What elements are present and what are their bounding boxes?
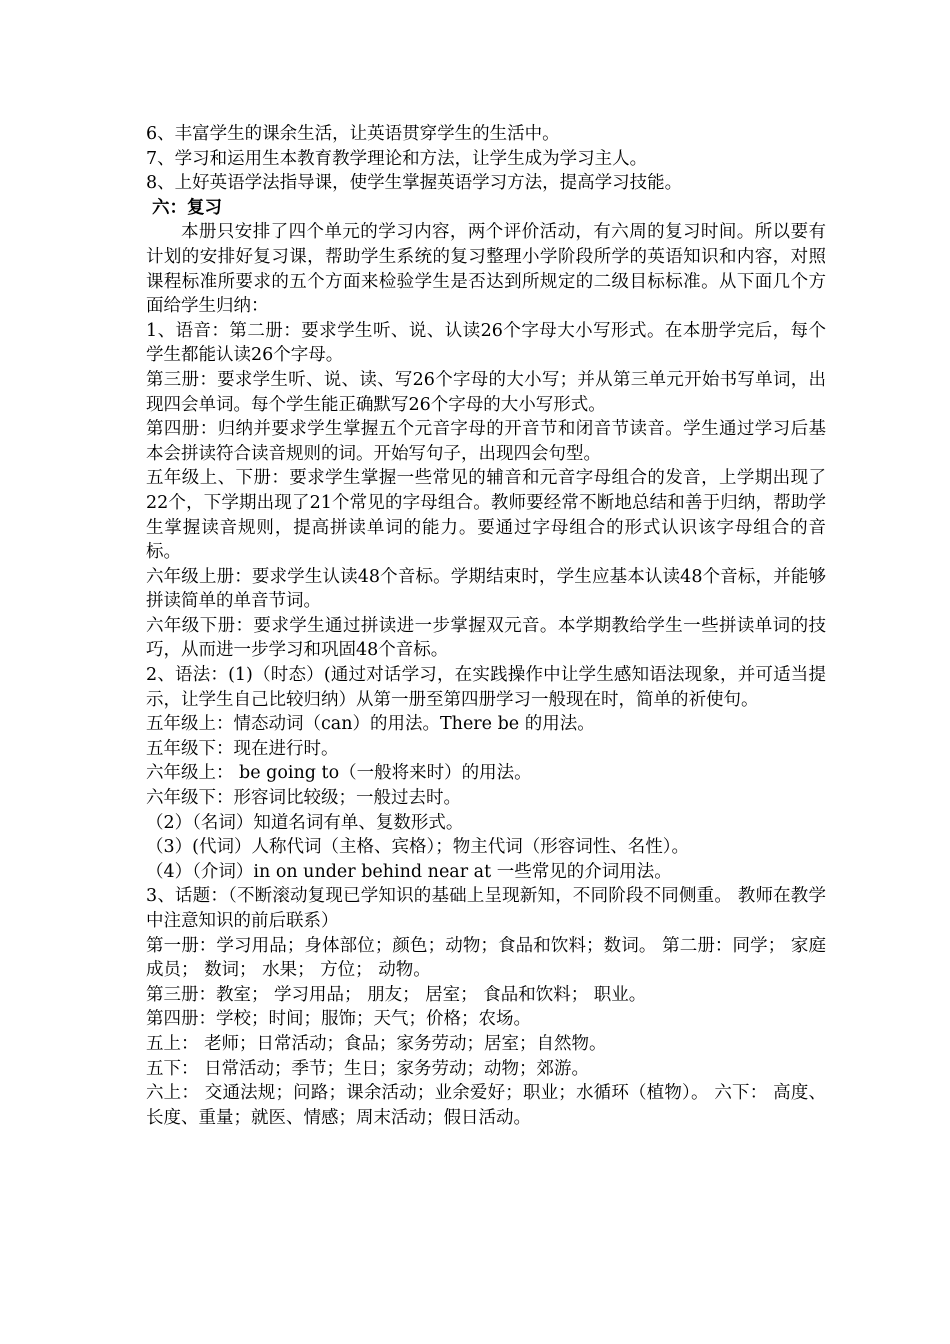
paragraph: 1、语音：第二册：要求学生听、说、认读26个字母大小写形式。在本册学完后，每个学生都能认读26个字母。 [146,320,826,366]
paragraph: 第三册：教室； 学习用品； 朋友； 居室； 食品和饮料； 职业。 [146,984,647,1005]
paragraph: 五年级上、下册：要求学生掌握一些常见的辅音和元音字母组合的发音，上学期出现了22个，下学期出现了21个常见的字母组合。教师要经常不断地总结和善于归纳，帮助学生掌握读音规则，提高拼读单词的能力。要通过字母组合的形式认识该字母组合的音标。 [146,468,826,563]
paragraph: 六年级上册：要求学生认读48个音标。学期结束时，学生应基本认读48个音标，并能够拼读简单的单音节词。 [146,566,826,612]
paragraph: 五年级下：现在进行时。 [146,738,339,759]
paragraph: 3、话题：（不断滚动复现已学知识的基础上呈现新知，不同阶段不同侧重。 教师在教学中注意知识的前后联系） [146,886,826,931]
paragraph: 六年级下：形容词比较级；一般过去时。 [146,788,461,809]
paragraph: 2、语法：(1)（时态）(通过对话学习，在实践操作中让学生感知语法现象，并可适当提示，让学生自己比较归纳）从第一册至第四册学习一般现在时，简单的祈使句。 [146,665,826,710]
paragraph: （2）（名词）知道名词有单、复数形式。 [146,812,464,833]
paragraph: 五下： 日常活动；季节；生日；家务劳动；动物；郊游。 [146,1058,590,1079]
text-line: 6、丰富学生的课余生活，让英语贯穿学生的生活中。 [146,124,560,144]
paragraph: 五上： 老师；日常活动；食品；家务劳动；居室；自然物。 [146,1033,607,1054]
paragraph: 六年级上： be going to（一般将来时）的用法。 [146,763,532,784]
paragraph: 第一册：学习用品；身体部位；颜色；动物；食品和饮料；数词。 第二册：同学； 家庭成员； 数词； 水果； 方位； 动物。 [146,935,826,981]
text-line: 7、学习和运用生本教育教学理论和方法，让学生成为学习主人。 [146,148,648,169]
intro-paragraph: 本册只安排了四个单元的学习内容，两个评价活动，有六周的复习时间。所以要有计划的安排好复习课，帮助学生系统的复习整理小学阶段所学的英语知识和内容，对照课程标准所要求的五个方面来检验学生是否达到所规定的二级目标标准。从下面几个方面给学生归纳： [146,222,826,317]
paragraph: 第四册：学校；时间；服饰；天气；价格；农场。 [146,1009,531,1030]
document-page [146,122,826,1130]
text-line: 8、上好英语学法指导课，使学生掌握英语学习方法，提高学习技能。 [146,173,683,194]
paragraph: （4）（介词）in on under behind near at 一些常见的介词用法。 [146,861,672,882]
paragraph: 第三册：要求学生听、说、读、写26个字母的大小写；并从第三单元开始书写单词，出现四会单词。每个学生能正确默写26个字母的大小写形式。 [146,369,826,415]
paragraph: 六年级下册：要求学生通过拼读进一步掌握双元音。本学期教给学生一些拼读单词的技巧，从而进一步学习和巩固48个音标。 [146,615,826,661]
paragraph: 六上： 交通法规；问路；课余活动；业余爱好；职业；水循环（植物）。 六下： 高度、长度、重量；就医、情感；周末活动；假日活动。 [146,1083,826,1128]
paragraph: （3）(代词）人称代词（主格、宾格）；物主代词（形容词性、名性）。 [146,837,689,858]
paragraph: 第四册：归纳并要求学生掌握五个元音字母的开音节和闭音节读音。学生通过学习后基本会拼读符合读音规则的词。开始写句子，出现四会句型。 [146,419,826,464]
paragraph: 五年级上：情态动词（can）的用法。There be 的用法。 [146,714,595,735]
section-heading: 六：复习 [152,197,222,218]
